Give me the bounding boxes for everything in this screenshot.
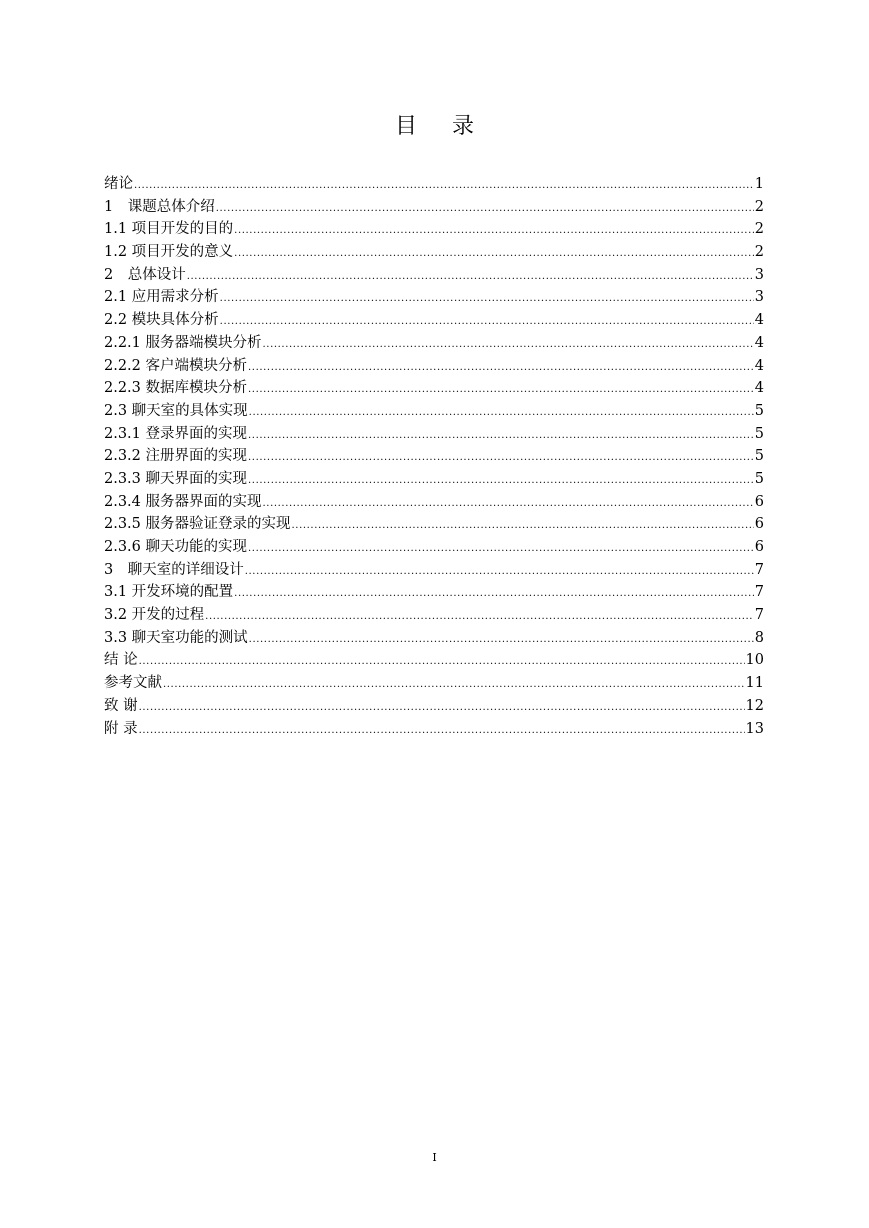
- toc-entry[interactable]: [104, 491, 764, 514]
- table-of-contents: [104, 173, 764, 740]
- toc-entry-page: 4: [754, 357, 764, 374]
- toc-entry[interactable]: [104, 332, 764, 355]
- toc-dot-leader: [248, 357, 754, 380]
- toc-dot-leader: [245, 561, 754, 584]
- toc-entry-page: 6: [754, 516, 764, 533]
- toc-dot-leader: [248, 425, 754, 448]
- toc-entry[interactable]: [104, 718, 764, 741]
- toc-dot-leader: [248, 447, 754, 470]
- toc-dot-leader: [234, 243, 754, 266]
- toc-entry-label: 1 课题总体介绍: [104, 198, 215, 215]
- toc-entry[interactable]: [104, 581, 764, 604]
- toc-entry[interactable]: [104, 173, 764, 196]
- toc-entry-label: 2.2.1 服务器端模块分析: [104, 334, 262, 351]
- toc-entry-label: 2.3.4 服务器界面的实现: [104, 493, 262, 510]
- toc-entry-label: 结 论: [104, 652, 138, 669]
- toc-entry-page: 5: [754, 448, 764, 465]
- toc-entry-label: 2.3 聊天室的具体实现: [104, 402, 248, 419]
- toc-entry[interactable]: [104, 286, 764, 309]
- toc-dot-leader: [205, 606, 754, 629]
- toc-dot-leader: [263, 493, 754, 516]
- toc-dot-leader: [234, 220, 754, 243]
- toc-entry[interactable]: [104, 627, 764, 650]
- toc-entry-page: 5: [754, 470, 764, 487]
- toc-dot-leader: [248, 470, 754, 493]
- toc-entry-label: 2.3.2 注册界面的实现: [104, 448, 248, 465]
- toc-entry[interactable]: [104, 604, 764, 627]
- toc-entry-label: 致 谢: [104, 697, 138, 714]
- toc-entry-label: 3.2 开发的过程: [104, 607, 205, 624]
- toc-entry[interactable]: [104, 196, 764, 219]
- toc-entry[interactable]: [104, 445, 764, 468]
- toc-dot-leader: [216, 198, 754, 221]
- toc-entry-page: 7: [754, 607, 764, 624]
- toc-entry-page: 2: [754, 198, 764, 215]
- toc-entry[interactable]: [104, 309, 764, 332]
- toc-entry-label: 2.3.1 登录界面的实现: [104, 425, 248, 442]
- toc-dot-leader: [249, 629, 754, 652]
- toc-entry-page: 5: [754, 402, 764, 419]
- toc-dot-leader: [139, 720, 745, 743]
- toc-entry-page: 3: [754, 289, 764, 306]
- toc-entry-page: 3: [754, 266, 764, 283]
- toc-entry-label: 2.3.6 聊天功能的实现: [104, 539, 248, 555]
- toc-entry-page: 4: [754, 312, 764, 329]
- toc-entry[interactable]: [104, 468, 764, 491]
- toc-entry-page: 11: [745, 675, 764, 692]
- toc-entry-page: 2: [754, 221, 764, 238]
- toc-entry-page: 4: [754, 334, 764, 351]
- toc-entry-page: 13: [745, 720, 764, 737]
- toc-dot-leader: [263, 334, 754, 357]
- toc-entry-label: 2.2 模块具体分析: [104, 312, 219, 329]
- toc-dot-leader: [248, 538, 754, 561]
- toc-entry-label: 绪论: [104, 176, 133, 192]
- toc-dot-leader: [292, 515, 754, 538]
- toc-entry-label: 3.3 聊天室功能的测试: [104, 629, 248, 646]
- toc-entry-label: 1.1 项目开发的目的: [104, 221, 234, 238]
- toc-entry-label: 2 总体设计: [104, 266, 186, 283]
- toc-entry-page: 10: [745, 652, 764, 669]
- toc-entry-label: 参考文献: [104, 675, 162, 692]
- toc-entry-label: 2.3.5 服务器验证登录的实现: [104, 516, 291, 533]
- toc-entry[interactable]: [104, 536, 764, 559]
- toc-entry[interactable]: [104, 649, 764, 672]
- page-number: I: [432, 1151, 437, 1164]
- toc-entry[interactable]: [104, 355, 764, 378]
- toc-entry[interactable]: [104, 423, 764, 446]
- toc-entry-label: 3.1 开发环境的配置: [104, 584, 234, 601]
- toc-entry-label: 2.3.3 聊天界面的实现: [104, 470, 248, 487]
- toc-entry-label: 3 聊天室的详细设计: [104, 561, 244, 578]
- toc-dot-leader: [139, 651, 745, 674]
- toc-entry[interactable]: [104, 400, 764, 423]
- toc-dot-leader: [163, 674, 745, 697]
- toc-entry-page: 2: [754, 244, 764, 261]
- toc-entry[interactable]: [104, 377, 764, 400]
- toc-entry[interactable]: [104, 264, 764, 287]
- toc-dot-leader: [134, 175, 754, 198]
- toc-entry-label: 附 录: [104, 720, 138, 737]
- toc-entry-page: 1: [754, 176, 764, 192]
- page-title: 目 录: [395, 114, 488, 139]
- toc-entry-page: 6: [754, 493, 764, 510]
- toc-dot-leader: [248, 379, 754, 402]
- toc-entry-page: 5: [754, 425, 764, 442]
- toc-entry-page: 7: [754, 584, 764, 601]
- toc-entry-label: 1.2 项目开发的意义: [104, 244, 234, 261]
- toc-dot-leader: [220, 311, 754, 334]
- toc-entry-page: 6: [754, 539, 764, 555]
- toc-entry[interactable]: [104, 513, 764, 536]
- toc-dot-leader: [139, 697, 745, 720]
- toc-entry[interactable]: [104, 695, 764, 718]
- toc-entry-page: 12: [745, 697, 764, 714]
- toc-dot-leader: [187, 266, 754, 289]
- toc-entry[interactable]: [104, 241, 764, 264]
- toc-dot-leader: [220, 288, 754, 311]
- toc-entry[interactable]: [104, 559, 764, 582]
- toc-entry-label: 2.1 应用需求分析: [104, 289, 219, 306]
- toc-entry[interactable]: [104, 672, 764, 695]
- toc-dot-leader: [234, 583, 754, 606]
- toc-entry-page: 7: [754, 561, 764, 578]
- toc-entry[interactable]: [104, 218, 764, 241]
- toc-dot-leader: [249, 402, 754, 425]
- toc-entry-page: 8: [754, 629, 764, 646]
- toc-entry-label: 2.2.2 客户端模块分析: [104, 357, 248, 374]
- toc-entry-page: 4: [754, 380, 764, 397]
- toc-entry-label: 2.2.3 数据库模块分析: [104, 380, 248, 397]
